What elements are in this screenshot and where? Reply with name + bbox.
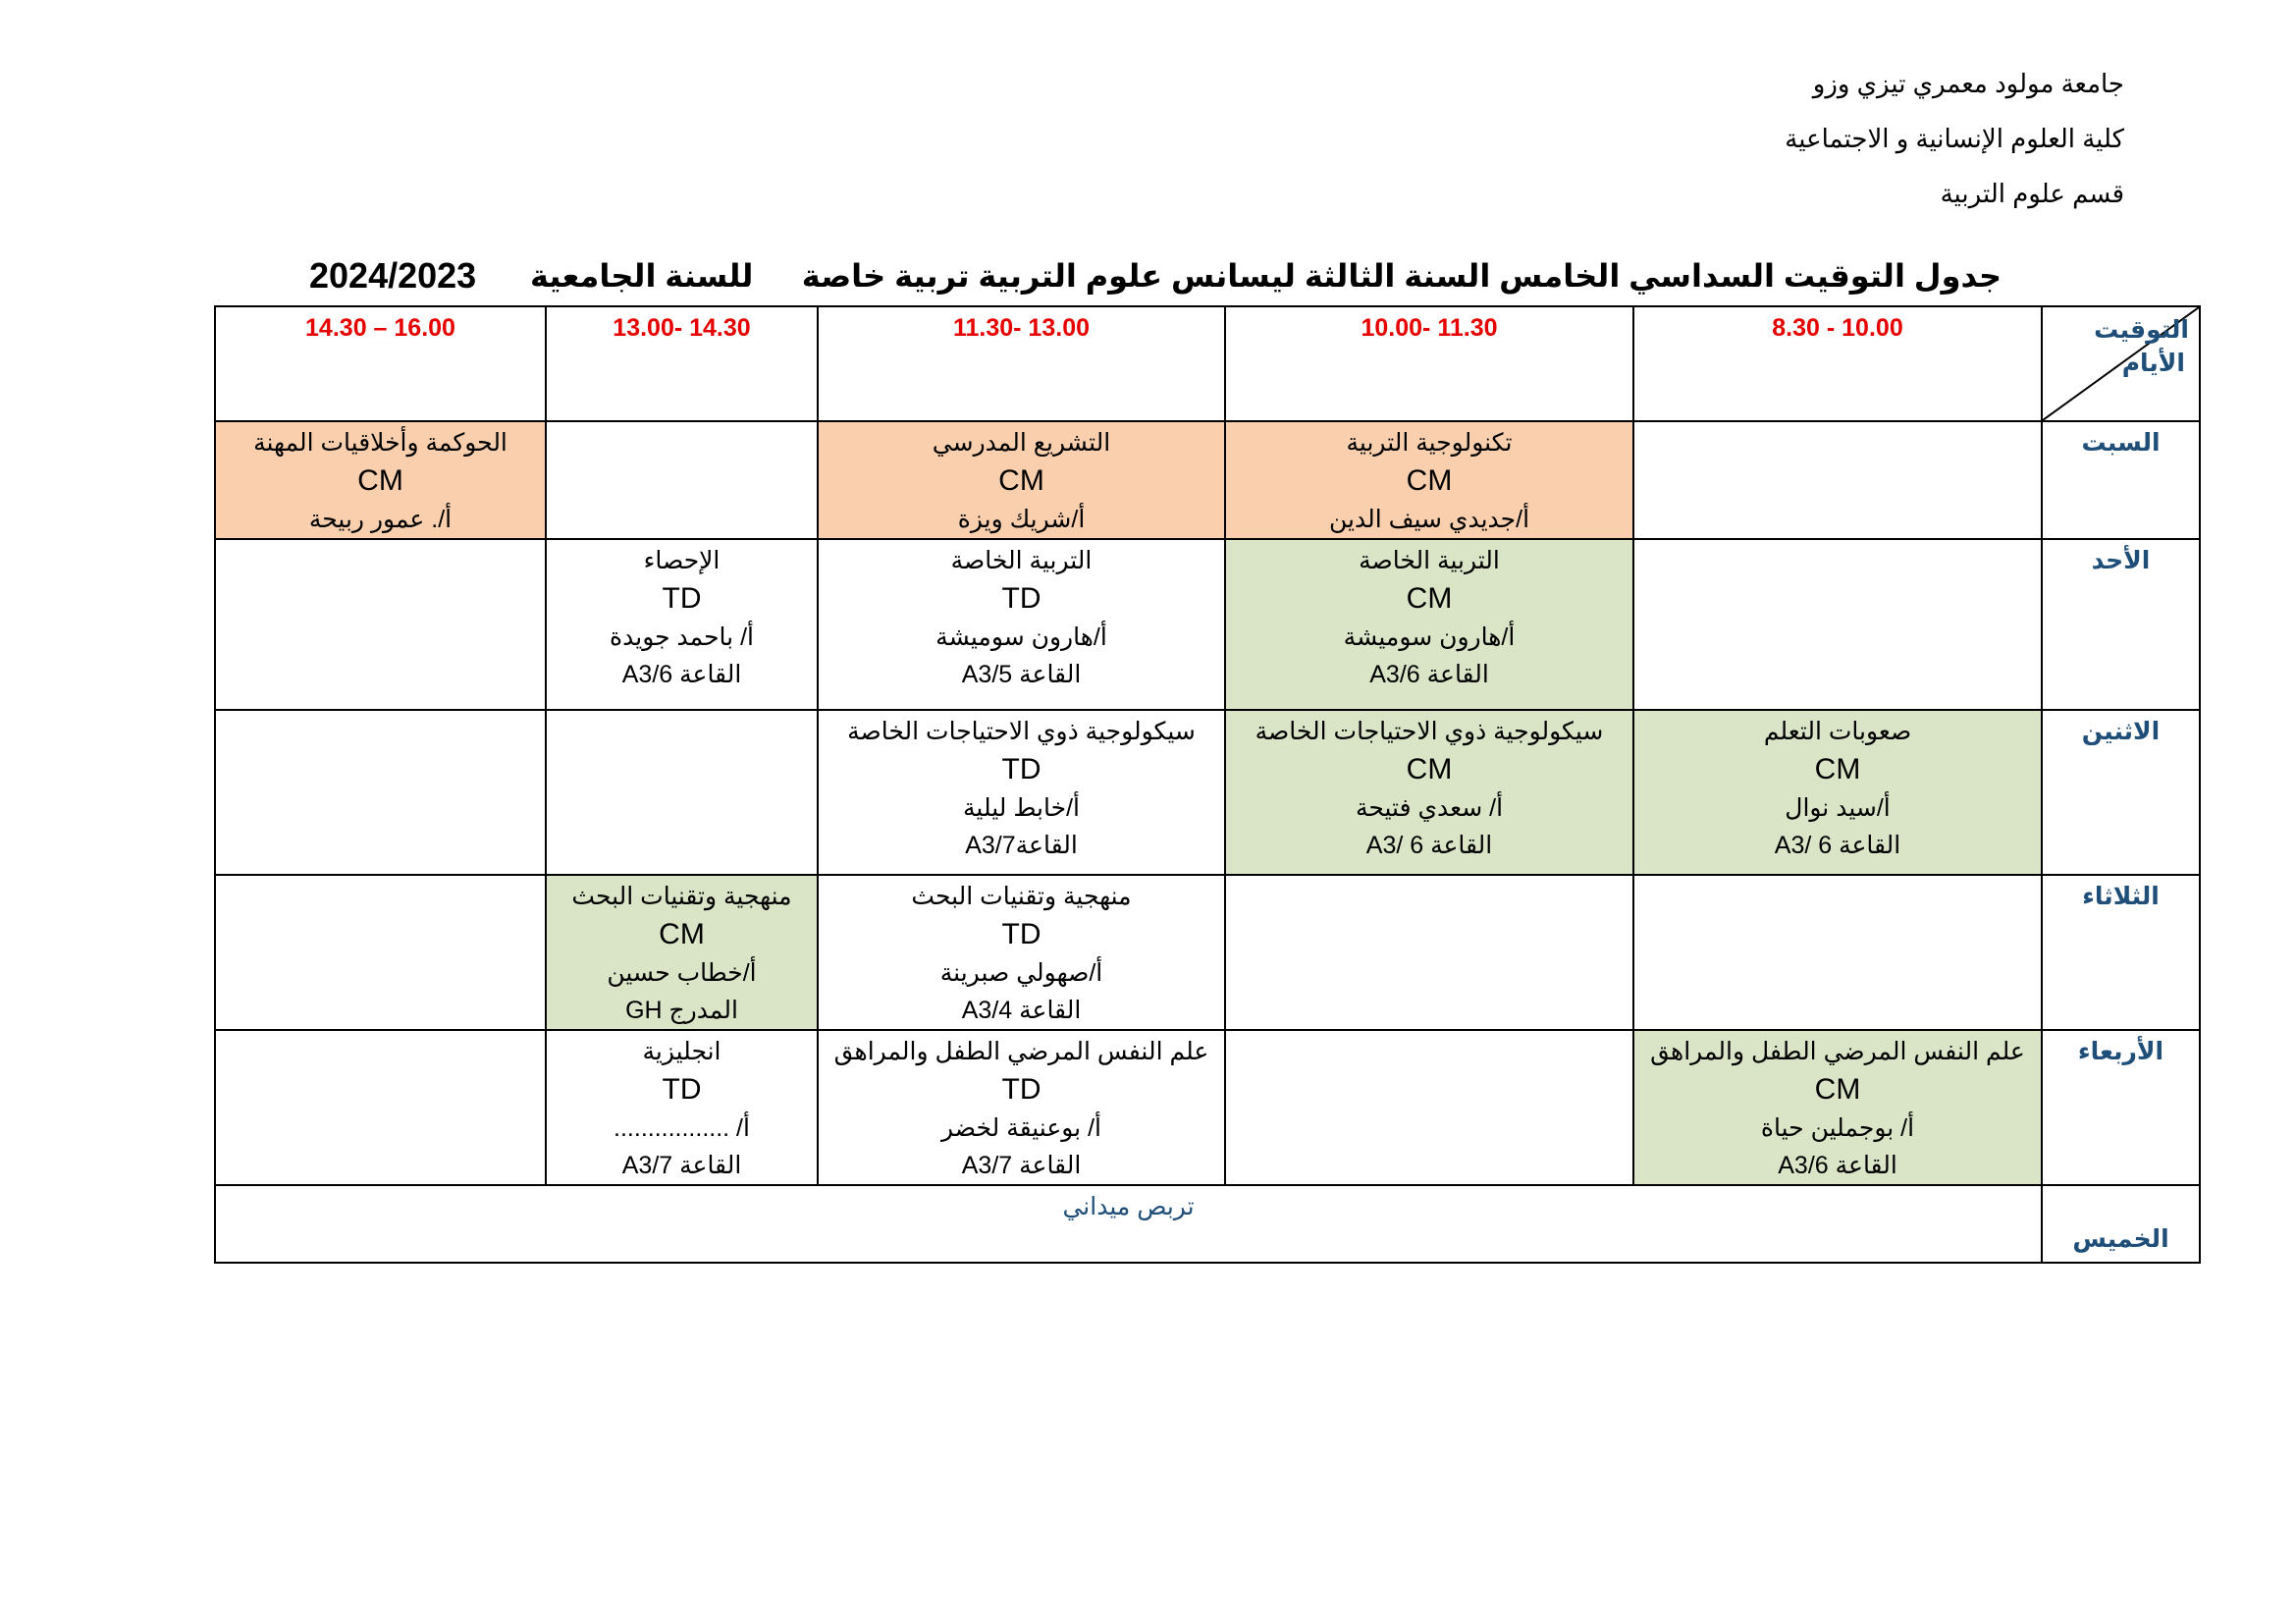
session-type: TD: [662, 582, 702, 615]
row-tuesday: [215, 875, 2200, 1030]
session-type: TD: [1001, 918, 1041, 950]
session-type: CM: [1406, 464, 1453, 497]
session-type: CM: [1406, 753, 1453, 785]
course-name: الحوكمة وأخلاقيات المهنة: [253, 429, 507, 457]
schedule-title: جدول التوقيت السداسي الخامس السنة الثالثة ليسانس علوم التربية تربية خاصة: [801, 258, 2002, 294]
teacher-name: أ/ سعدي فتيحة: [1355, 794, 1504, 822]
teacher-name: أ/ باحمد جويدة: [610, 623, 754, 651]
row-saturday: [215, 421, 2200, 539]
teacher-name: أ/شريك ويزة: [957, 506, 1086, 533]
session-type: TD: [1001, 582, 1041, 615]
session-type: CM: [659, 918, 705, 950]
time-slot-3: 11.30- 13.00: [818, 306, 1225, 421]
cell-saturday-slot2: [1225, 421, 1633, 539]
cell-wednesday-slot2: [1225, 1030, 1633, 1185]
day-thursday: الخميس: [2042, 1185, 2200, 1263]
room: القاعة A3/6: [1778, 1152, 1897, 1179]
room: القاعةA3/7: [965, 832, 1078, 859]
cell-monday-slot4: [546, 710, 818, 875]
course-name: صعوبات التعلم: [1763, 718, 1912, 745]
time-slot-2: 10.00- 11.30: [1225, 306, 1633, 421]
course-name: علم النفس المرضي الطفل والمراهق: [1650, 1038, 2025, 1065]
teacher-name: أ/خطاب حسين: [607, 959, 757, 987]
teacher-name: أ/ بوجملين حياة: [1760, 1114, 1915, 1142]
session-type: CM: [357, 464, 403, 497]
course-name: تكنولوجية التربية: [1346, 429, 1513, 457]
session-type: TD: [1001, 753, 1041, 785]
room: المدرج GH: [625, 997, 738, 1024]
course-name: سيكولوجية ذوي الاحتياجات الخاصة: [847, 718, 1196, 745]
cell-thursday: [215, 1185, 2042, 1263]
teacher-name: أ/خابط ليلية: [963, 794, 1080, 822]
corner-header-cell: [2042, 306, 2200, 421]
day-wednesday: الأربعاء: [2042, 1030, 2200, 1185]
day-monday: الاثنين: [2042, 710, 2200, 875]
university-name: جامعة مولود معمري تيزي وزو: [1812, 69, 2124, 98]
cell-saturday-slot4: [546, 421, 818, 539]
teacher-name: أ/جديدي سيف الدين: [1328, 506, 1530, 533]
cell-wednesday-slot1: [1633, 1030, 2042, 1185]
session-type: CM: [1406, 582, 1453, 615]
cell-tuesday-slot4: [546, 875, 818, 1030]
course-name: الإحصاء: [643, 547, 721, 574]
cell-sunday-slot4: [546, 539, 818, 710]
room: القاعة A3/4: [961, 997, 1082, 1024]
row-monday: [215, 710, 2200, 875]
session-type: CM: [1814, 753, 1861, 785]
session-type: TD: [1001, 1073, 1041, 1106]
row-thursday: [215, 1185, 2200, 1263]
teacher-name: أ/هارون سوميشة: [1343, 623, 1516, 651]
cell-wednesday-slot5: [215, 1030, 546, 1185]
session-type: TD: [662, 1073, 702, 1106]
cell-wednesday-slot3: [818, 1030, 1225, 1185]
teacher-name: أ/. عمور ربيحة: [308, 506, 453, 533]
room: القاعة A3/7: [621, 1152, 742, 1179]
row-sunday: [215, 539, 2200, 710]
teacher-name: أ/سيد نوال: [1785, 794, 1891, 822]
course-name: منهجية وتقنيات البحث: [911, 883, 1132, 910]
course-name: التشريع المدرسي: [932, 429, 1111, 457]
academic-year-label: للسنة الجامعية: [530, 258, 754, 294]
corner-time-label: التوقيت: [2094, 316, 2189, 344]
course-name: سيكولوجية ذوي الاحتياجات الخاصة: [1255, 718, 1604, 745]
time-slot-1: 8.30 - 10.00: [1633, 306, 2042, 421]
teacher-name: أ/ بوعنيقة لخضر: [941, 1114, 1101, 1142]
course-name: التربية الخاصة: [950, 547, 1093, 574]
teacher-name: أ/هارون سوميشة: [935, 623, 1107, 651]
course-name: التربية الخاصة: [1359, 547, 1500, 574]
row-wednesday: [215, 1030, 2200, 1185]
cell-saturday-slot5: [215, 421, 546, 539]
cell-monday-slot2: [1225, 710, 1633, 875]
cell-tuesday-slot1: [1633, 875, 2042, 1030]
cell-sunday-slot2: [1225, 539, 1633, 710]
course-name: منهجية وتقنيات البحث: [571, 883, 792, 910]
cell-sunday-slot3: [818, 539, 1225, 710]
academic-year: 2024/2023: [309, 255, 477, 296]
room: القاعة A3/7: [961, 1152, 1082, 1179]
session-type: CM: [1814, 1073, 1861, 1106]
cell-monday-slot1: [1633, 710, 2042, 875]
time-slot-5: 14.30 – 16.00: [215, 306, 546, 421]
faculty-name: كلية العلوم الإنسانية و الاجتماعية: [1785, 124, 2124, 153]
department-name: قسم علوم التربية: [1940, 179, 2124, 208]
day-tuesday: الثلاثاء: [2042, 875, 2200, 1030]
cell-sunday-slot1: [1633, 539, 2042, 710]
cell-saturday-slot3: [818, 421, 1225, 539]
corner-days-label: الأيام: [2121, 350, 2185, 377]
course-name: علم النفس المرضي الطفل والمراهق: [833, 1038, 1209, 1065]
cell-monday-slot5: [215, 710, 546, 875]
cell-wednesday-slot4: [546, 1030, 818, 1185]
teacher-name: أ/ .................: [614, 1114, 750, 1142]
day-saturday: السبت: [2042, 421, 2200, 539]
course-name: انجليزية: [642, 1038, 721, 1065]
cell-sunday-slot5: [215, 539, 546, 710]
session-type: CM: [998, 464, 1044, 497]
room: القاعة A3/5: [961, 661, 1082, 688]
teacher-name: أ/صهولي صبرينة: [939, 959, 1103, 987]
time-slot-4: 13.00- 14.30: [546, 306, 818, 421]
field-training-note: تربص ميداني: [1062, 1193, 1195, 1220]
time-header-row: [215, 306, 2200, 421]
room: القاعة A3/ 6: [1774, 832, 1901, 859]
room: القاعة A3/ 6: [1365, 832, 1493, 859]
cell-monday-slot3: [818, 710, 1225, 875]
cell-tuesday-slot2: [1225, 875, 1633, 1030]
cell-tuesday-slot5: [215, 875, 546, 1030]
cell-saturday-slot1: [1633, 421, 2042, 539]
day-sunday: الأحد: [2042, 539, 2200, 710]
room: القاعة A3/6: [621, 661, 742, 688]
room: القاعة A3/6: [1369, 661, 1489, 688]
timetable: [214, 305, 2201, 1264]
cell-tuesday-slot3: [818, 875, 1225, 1030]
